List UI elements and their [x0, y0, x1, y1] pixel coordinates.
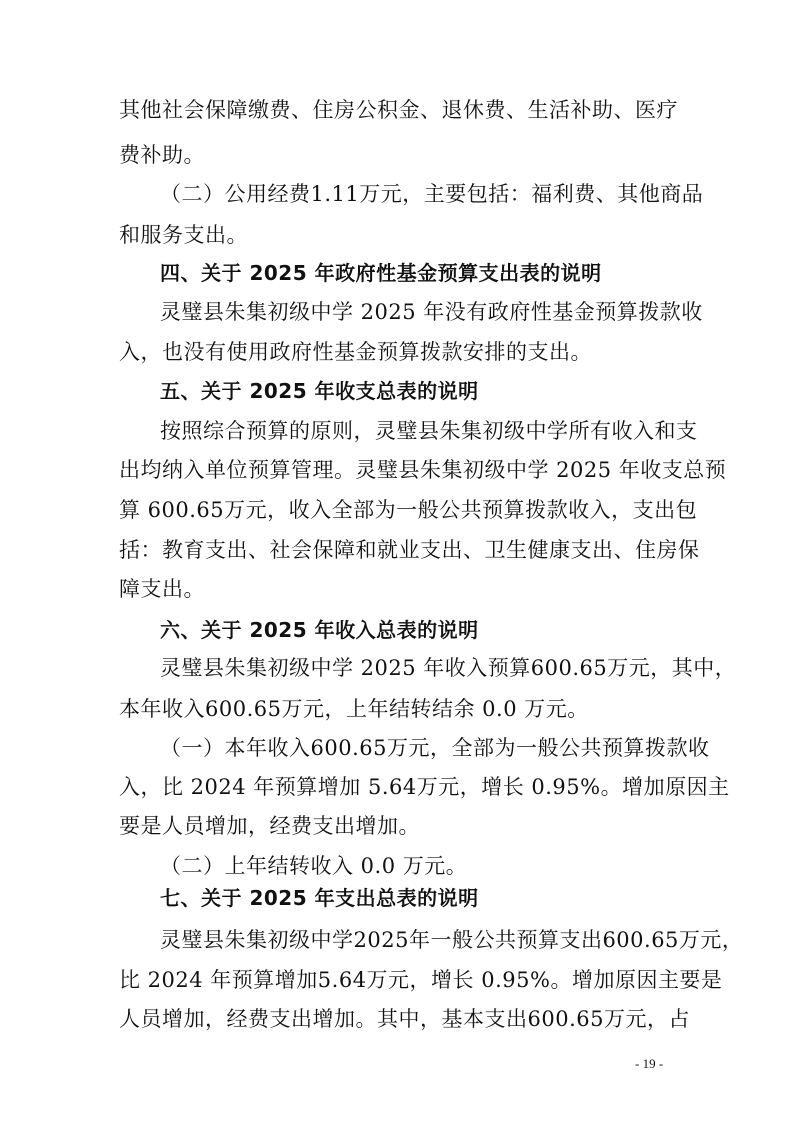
line-2: 费补助。 [119, 143, 205, 167]
line-7: 入，也没有使用政府性基金预算拨款安排的支出。 [119, 340, 592, 364]
line-18: 入，比 2024 年预算增加 5.64万元，增长 0.95%。增加原因主 [119, 775, 730, 799]
line-10: 出均纳入单位预算管理。灵璧县朱集初级中学 2025 年收支总预 [119, 458, 727, 482]
line-16: 本年收入600.65万元，上年结转结余 0.0 万元。 [119, 697, 589, 721]
line-3: （二）公用经费1.11万元，主要包括：福利费、其他商品 [160, 182, 704, 206]
line-19: 要是人员增加，经费支出增加。 [119, 814, 420, 838]
line-4: 和服务支出。 [119, 223, 248, 247]
line-9: 按照综合预算的原则，灵璧县朱集初级中学所有收入和支 [160, 419, 698, 443]
line-12: 括：教育支出、社会保障和就业支出、卫生健康支出、住房保 [119, 538, 700, 562]
line-20: （二）上年结转收入 0.0 万元。 [160, 854, 468, 878]
line-13: 障支出。 [119, 577, 205, 601]
section-heading-5: 五、关于 2025 年收支总表的说明 [160, 379, 479, 403]
line-11: 算 600.65万元，收入全部为一般公共预算拨款收入，支出包 [119, 498, 698, 522]
line-23: 比 2024 年预算增加5.64万元，增长 0.95%。增加原因主要是 [119, 968, 723, 992]
line-22: 灵璧县朱集初级中学2025年一般公共预算支出600.65万元， [160, 928, 744, 952]
section-heading-7: 七、关于 2025 年支出总表的说明 [160, 886, 479, 910]
section-heading-4: 四、关于 2025 年政府性基金预算支出表的说明 [160, 261, 602, 285]
line-1: 其他社会保障缴费、住房公积金、退休费、生活补助、医疗 [119, 98, 678, 122]
page-number: - 19 - [635, 1056, 664, 1071]
line-6: 灵璧县朱集初级中学 2025 年没有政府性基金预算拨款收 [160, 300, 703, 324]
line-24: 人员增加，经费支出增加。其中，基本支出600.65万元，占 [119, 1007, 690, 1031]
line-17: （一）本年收入600.65万元，全部为一般公共预算拨款收 [160, 736, 710, 760]
section-heading-6: 六、关于 2025 年收入总表的说明 [160, 618, 479, 642]
line-15: 灵璧县朱集初级中学 2025 年收入预算600.65万元，其中， [160, 656, 737, 680]
